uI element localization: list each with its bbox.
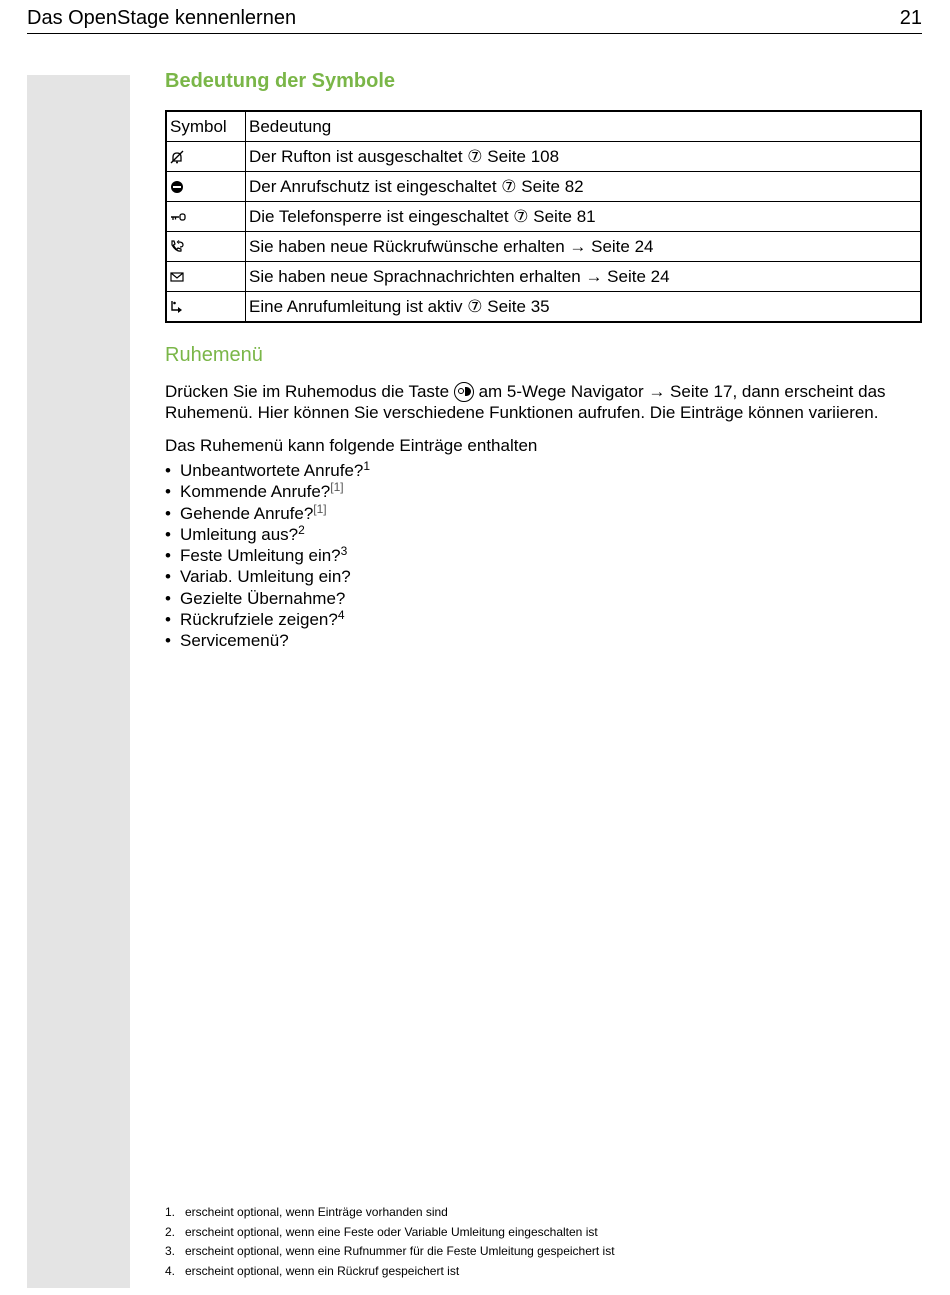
meaning-cell: Sie haben neue Sprachnachrichten erhalten → Seite 24 xyxy=(246,262,922,292)
intro-text-after: am 5-Wege Navigator → Seite 17, dann erscheint das Ruhemenü. Hier können Sie verschiedene Funktionen aufrufen. Die Einträge können variieren. xyxy=(165,382,886,422)
entry-text: Gezielte Übernahme? xyxy=(180,588,346,608)
column-header-meaning: Bedeutung xyxy=(246,111,922,142)
table-row xyxy=(166,142,921,172)
header-title: Das OpenStage kennenlernen xyxy=(27,7,297,29)
footnotes xyxy=(165,1203,615,1282)
entry-text: Rückrufziele zeigen? xyxy=(180,610,338,630)
navigator-ok-key-icon xyxy=(454,382,474,402)
footnote-number: 4. xyxy=(165,1264,176,1279)
footnote xyxy=(165,1262,615,1282)
list-item: • Gezielte Übernahme? xyxy=(165,588,346,608)
list-item: • Rückrufziele zeigen?$^4$ xyxy=(165,608,345,630)
entry-text: Unbeantwortete Anrufe? xyxy=(180,461,364,480)
table-row xyxy=(166,202,921,232)
entry-text: Umleitung aus? xyxy=(180,524,299,544)
list-item: • Servicemenü? xyxy=(165,631,289,651)
key-lock-icon xyxy=(170,210,184,224)
footnote-text: erscheint optional, wenn eine Feste oder Variable Umleitung eingeschalten ist xyxy=(185,1224,598,1239)
idle-menu-heading: Ruhemenü xyxy=(165,344,263,366)
table-row xyxy=(166,292,921,323)
footnote-ref: [1] xyxy=(313,501,327,516)
footnote xyxy=(165,1223,615,1243)
margin-bar xyxy=(27,75,130,1288)
symbol-cell xyxy=(166,292,246,323)
footnote-number: 3. xyxy=(165,1244,176,1259)
symbols-table xyxy=(165,110,922,323)
footnote-text: erscheint optional, wenn ein Rückruf gespeichert ist xyxy=(185,1264,460,1279)
call-forwarding-icon xyxy=(170,300,184,314)
symbol-cell xyxy=(166,142,246,172)
table-row xyxy=(166,262,921,292)
footnote-ref: 3 xyxy=(340,544,348,559)
meaning-cell: Der Anrufschutz ist eingeschaltet ⑦ Seite 82 xyxy=(246,172,922,202)
meaning-cell: Sie haben neue Rückrufwünsche erhalten → Seite 24 xyxy=(246,232,922,262)
intro-text-before: Drücken Sie im Ruhemodus die Taste xyxy=(165,382,450,401)
ringer-off-icon xyxy=(170,150,184,164)
list-item: • Feste Umleitung ein?$^3$ xyxy=(165,544,348,566)
list-item: • Variab. Umleitung ein? xyxy=(165,567,351,587)
table-header-row xyxy=(166,111,921,142)
entries-intro: Das Ruhemenü kann folgende Einträge enthalten xyxy=(165,436,538,455)
symbol-cell xyxy=(166,172,246,202)
entry-text: Variab. Umleitung ein? xyxy=(180,567,351,587)
entry-text: Servicemenü? xyxy=(180,631,289,651)
table-row xyxy=(166,232,921,262)
do-not-disturb-icon xyxy=(170,180,184,194)
meaning-cell: Der Rufton ist ausgeschaltet ⑦ Seite 108 xyxy=(246,142,922,172)
entry-text: Gehende Anrufe? xyxy=(180,503,314,523)
footnote xyxy=(165,1203,615,1223)
meaning-cell: Eine Anrufumleitung ist aktiv ⑦ Seite 35 xyxy=(246,292,922,323)
footnote-text: erscheint optional, wenn Einträge vorhanden sind xyxy=(185,1205,448,1219)
column-header-symbol: Symbol xyxy=(166,111,246,142)
table-row xyxy=(166,172,921,202)
list-item: • Kommende Anrufe?[1] xyxy=(165,480,344,502)
entry-text: Feste Umleitung ein? xyxy=(180,546,341,566)
voicemail-icon xyxy=(170,270,184,284)
intro-paragraph xyxy=(165,381,925,423)
symbol-cell xyxy=(166,202,246,232)
footnote-text: erscheint optional, wenn eine Rufnummer für die Feste Umleitung gespeichert ist xyxy=(185,1244,615,1259)
footnote-number: 2. xyxy=(165,1224,176,1239)
footnote-number: 1. xyxy=(165,1205,176,1219)
symbol-cell xyxy=(166,232,246,262)
footnote-ref: 2 xyxy=(298,522,305,537)
entry-text: Kommende Anrufe? xyxy=(180,482,331,502)
footnote-ref: 4 xyxy=(337,608,345,623)
page-header xyxy=(27,6,922,34)
meaning-cell: Die Telefonsperre ist eingeschaltet ⑦ Seite 81 xyxy=(246,202,922,232)
list-item: • Unbeantwortete Anrufe?$^1$ xyxy=(165,459,371,480)
list-item: • Umleitung aus?$^2$ xyxy=(165,522,305,544)
footnote-ref: [1] xyxy=(330,480,344,495)
section-heading: Bedeutung der Symbole xyxy=(165,70,396,92)
symbol-cell xyxy=(166,262,246,292)
page-number: 21 xyxy=(899,7,922,29)
idle-menu-entries xyxy=(165,460,370,652)
callback-icon xyxy=(170,240,184,254)
list-item: • Gehende Anrufe?[1] xyxy=(165,501,327,523)
footnote-ref: 1 xyxy=(363,459,371,473)
footnote xyxy=(165,1242,615,1262)
